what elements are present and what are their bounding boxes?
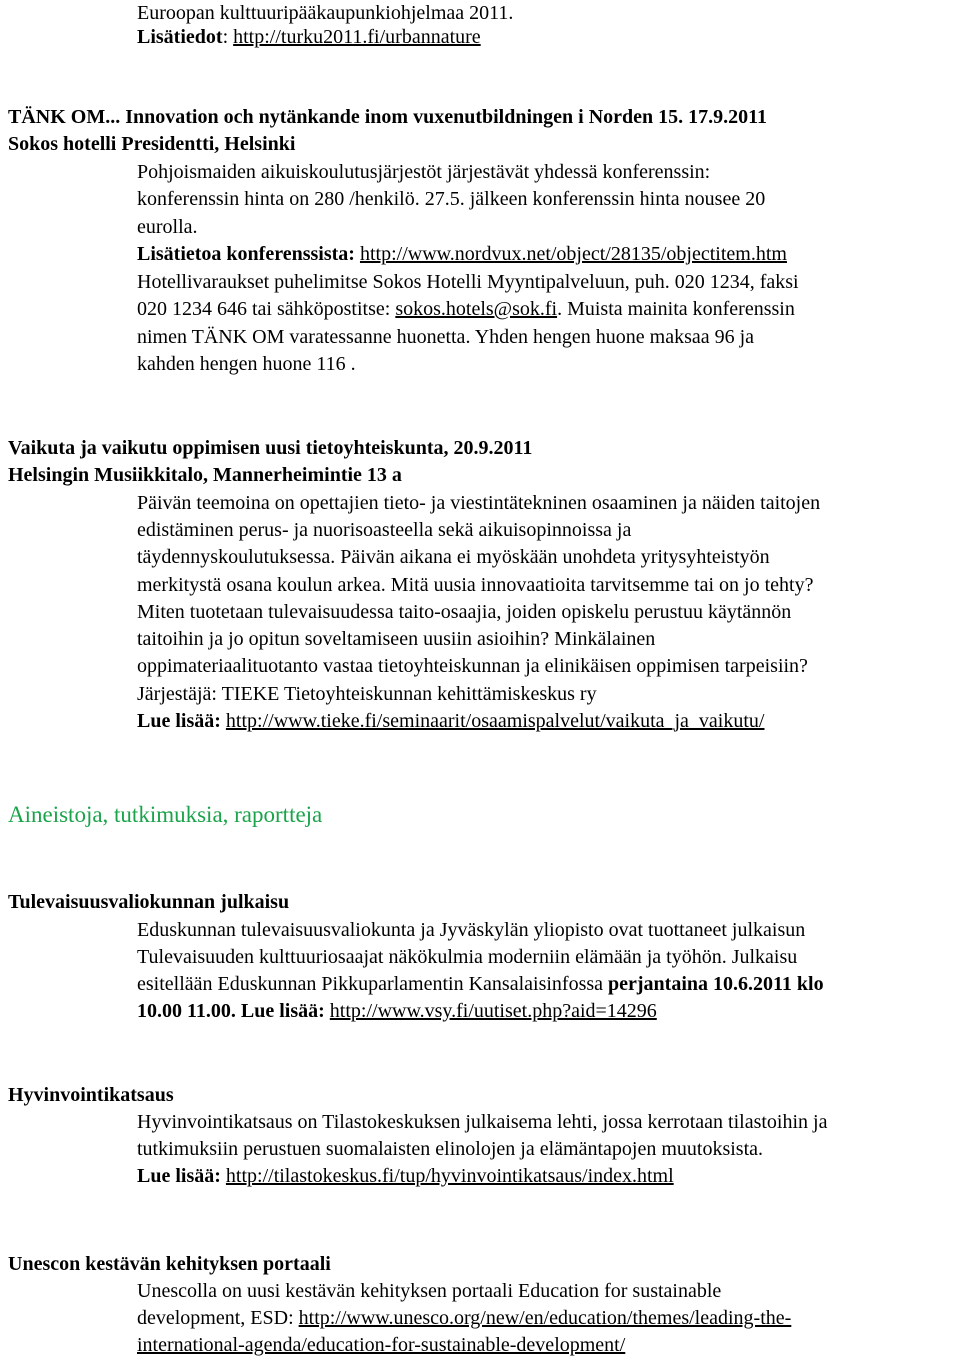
pub1-line1: Eduskunnan tulevaisuusvaliokunta ja Jyväskylän yliopisto ovat tuottaneet julkaisun [137, 919, 806, 941]
event2-hotel2-prefix: 020 1234 646 tai sähköpostitse: [137, 298, 396, 320]
tilastokeskus-link[interactable]: http://tilastokeskus.fi/tup/hyvinvointikatsaus/index.html [225, 1165, 674, 1187]
pub1-line4-bold: 10.00 11.00. Lue lisää: [137, 1000, 325, 1022]
event3-line: Järjestäjä: TIEKE Tietoyhteiskunnan kehittämiskeskus ry [137, 683, 597, 705]
pub2-line2: tutkimuksiin perustuen suomalaisten elinolojen ja elämäntapojen muutoksista. [137, 1138, 763, 1160]
event3-title: Vaikuta ja vaikutu oppimisen uusi tietoyhteiskunta, 20.9.2011 [8, 437, 533, 459]
event3-line: taitoihin ja jo opitun soveltamiseen uusiin asioihin? Minkälainen [137, 628, 656, 650]
event2-title: TÄNK OM... Innovation och nytänkande inom vuxenutbildningen i Norden 15. 17.9.2011 [8, 106, 768, 128]
event2-hotel4: kahden hengen huone 116 . [137, 353, 356, 375]
pub1-line4 [137, 998, 657, 1025]
turku2011-link[interactable]: http://turku2011.fi/urbannature [233, 26, 481, 48]
pub3-line2 [137, 1305, 791, 1332]
event2-desc2: konferenssin hinta on 280 /henkilö. 27.5. jälkeen konferenssin hinta nousee 20 [137, 188, 766, 210]
event1-more-sep: : [222, 26, 234, 48]
event3-line: oppimateriaalituotanto vastaa tietoyhteiskunnan ja elinikäisen oppimisen tarpeisiin? [137, 655, 808, 677]
event3-line: Miten tuotetaan tulevaisuudessa taito-osaajia, joiden opiskelu perustuu käytännön [137, 601, 792, 623]
event2-info-label: Lisätietoa konferenssista: [137, 243, 355, 265]
pub2-more-line [137, 1163, 674, 1190]
event3-line: Päivän teemoina on opettajien tieto- ja viestintätekninen osaaminen ja näiden taitojen [137, 492, 821, 514]
pub1-line2: Tulevaisuuden kulttuuriosaajat näkökulmia moderniin elämään ja työhön. Julkaisu [137, 946, 798, 968]
event2-desc3: eurolla. [137, 216, 198, 238]
event3-line: edistäminen perus- ja nuorisoasteella sekä aikuisopinnoissa ja [137, 519, 632, 541]
pub3-line1: Unescolla on uusi kestävän kehityksen portaali Education for sustainable [137, 1280, 722, 1302]
section-heading: Aineistoja, tutkimuksia, raportteja [8, 802, 323, 827]
event1-more-label: Lisätiedot [137, 26, 223, 48]
unesco-link-part2[interactable]: international-agenda/education-for-sustainable-development/ [137, 1334, 626, 1356]
event2-hotel2-suffix: . Muista mainita konferenssin [557, 298, 795, 320]
event2-hotel3: nimen TÄNK OM varatessanne huonetta. Yhden hengen huone maksaa 96 ja [137, 326, 755, 348]
event3-line: merkitystä osana koulun arkea. Mitä uusia innovaatioita tarvitsemme tai on jo tehty? [137, 574, 814, 596]
sokos-email-link[interactable]: sokos.hotels@sok.fi [395, 298, 558, 320]
unesco-link-part1[interactable]: http://www.unesco.org/new/en/education/themes/leading-the- [298, 1307, 792, 1329]
pub3-line3 [137, 1332, 625, 1359]
event1-more-line [137, 24, 481, 51]
pub1-title: Tulevaisuusvaliokunnan julkaisu [8, 891, 290, 913]
event2-hotel2 [137, 296, 795, 323]
event2-hotel1: Hotellivaraukset puhelimitse Sokos Hotelli Myyntipalveluun, puh. 020 1234, faksi [137, 271, 799, 293]
pub1-line3-bold: perjantaina 10.6.2011 klo [608, 973, 824, 995]
event2-desc1: Pohjoismaiden aikuiskoulutusjärjestöt järjestävät yhdessä konferenssin: [137, 161, 711, 183]
event2-info-line [137, 241, 787, 268]
pub2-line1: Hyvinvointikatsaus on Tilastokeskuksen julkaisema lehti, jossa kerrotaan tilastoihin ja [137, 1111, 828, 1133]
pub1-line3-prefix: esitellään Eduskunnan Pikkuparlamentin Kansalaisinfossa [137, 973, 609, 995]
pub1-line3 [137, 971, 824, 998]
pub3-title: Unescon kestävän kehityksen portaali [8, 1253, 331, 1275]
nordvux-link[interactable]: http://www.nordvux.net/object/28135/objectitem.htm [359, 243, 787, 265]
pub2-more-label: Lue lisää: [137, 1165, 221, 1187]
event1-line1: Euroopan kulttuuripääkaupunkiohjelmaa 2011. [137, 2, 514, 24]
event3-more-line [137, 708, 764, 735]
pub2-title: Hyvinvointikatsaus [8, 1084, 174, 1106]
pub3-line2-prefix: development, ESD: [137, 1307, 299, 1329]
event2-venue: Sokos hotelli Presidentti, Helsinki [8, 133, 296, 155]
tieke-link[interactable]: http://www.tieke.fi/seminaarit/osaamispalvelut/vaikuta_ja_vaikutu/ [225, 710, 765, 732]
event3-line: täydennyskoulutuksessa. Päivän aikana ei myöskään unohdeta yritysyhteistyön [137, 546, 770, 568]
vsy-link[interactable]: http://www.vsy.fi/uutiset.php?aid=14296 [329, 1000, 657, 1022]
event3-more-label: Lue lisää: [137, 710, 221, 732]
event3-venue: Helsingin Musiikkitalo, Mannerheimintie 13 a [8, 464, 402, 486]
